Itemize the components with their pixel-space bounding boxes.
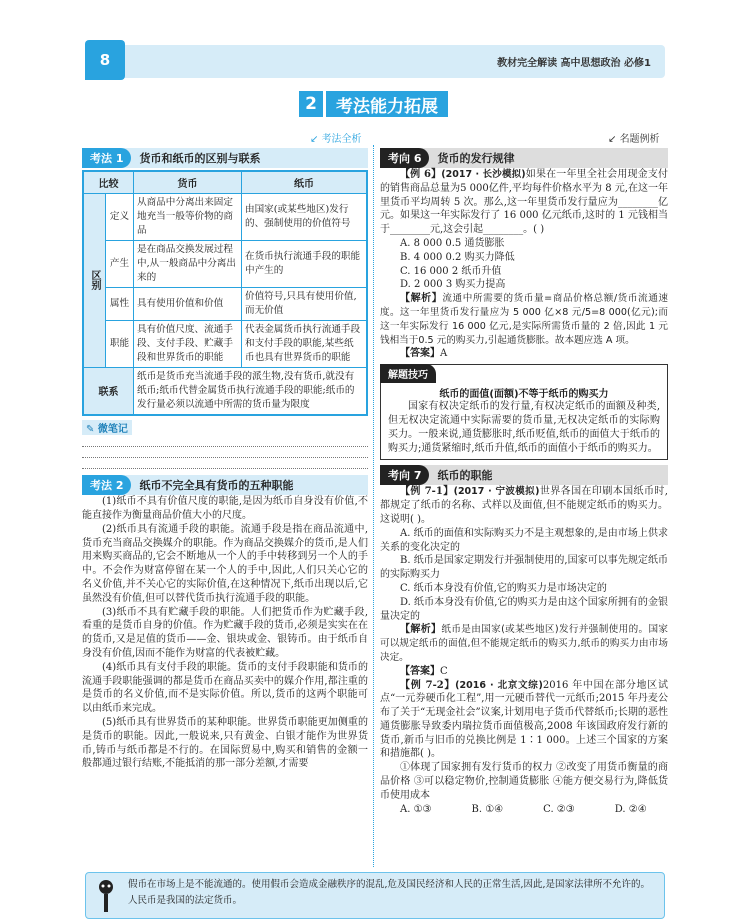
analysis <box>380 623 668 664</box>
option: D. 纸币本身没有价值,它的购买力是由这个国家所拥有的金银量决定的 <box>380 596 668 622</box>
table-cell: 在货币执行流通手段的职能中产生的 <box>242 240 368 287</box>
analysis <box>380 292 668 347</box>
example-6 <box>380 168 668 237</box>
table-cell: 由国家(或某些地区)发行的、强制使用的价值符号 <box>242 193 368 240</box>
example-label: 【例 6】 <box>400 169 442 180</box>
footer-note <box>85 872 665 919</box>
table-cell: 代表金属货币执行流通手段和支付手段的职能,某些纸币也具有世界货币的职能 <box>242 320 368 367</box>
analysis-label: 【解析】 <box>400 624 442 636</box>
option: B. 纸币是国家定期发行并强制使用的,国家可以事先规定纸币的实际购买力 <box>380 555 668 581</box>
option: C. ②③ <box>543 803 575 815</box>
table-cell: 价值符号,只具有使用价值,而无价值 <box>242 287 368 320</box>
analysis-text: 纸币是由国家(或某些地区)发行并强制使用的。国家可以规定纸币的面值,但不能规定纸币的购买力,纸币的购买力由市场决定。 <box>380 624 668 663</box>
mascot-icon <box>96 878 116 914</box>
table-cell: 具有使用价值和价值 <box>134 287 242 320</box>
kaoxiang6-tag: 考向 6 <box>380 148 429 168</box>
example-7-1 <box>380 485 668 526</box>
kaoxiang7-heading <box>380 465 668 485</box>
kaoxiang7-tag: 考向 7 <box>380 465 429 485</box>
right-subtitle-text: 名题例析 <box>619 134 660 145</box>
answer-label: 【答案】 <box>400 665 440 677</box>
option: D. 2 000 3 购买力提高 <box>400 279 506 291</box>
notes-label-text: 微笔记 <box>97 423 128 435</box>
table-header: 纸币 <box>242 171 368 193</box>
notes-label <box>82 420 132 435</box>
example-text: 如果在一年里全社会用现金支付的销售商品总量为5 000亿件,平均每件价格水平为 8 元,在这一年里货币平均周转 5 次。那么,这一年里货币发行量应为________亿元。如果这一年实际发行了 16 000 亿元纸币,这时的 1 元钱相当于________元,这会引起________。( ) <box>380 169 668 236</box>
statement-items: ①体现了国家拥有发行货币的权力 ②改变了用货币衡量的商品价格 ③可以稳定物价,控制通货膨胀 ④能方便交易行为,降低货币使用成本 <box>380 762 668 801</box>
option: A. 纸币的面值和实际购买力不是主观想象的,是由市场上供求关系的变化决定的 <box>380 527 668 553</box>
paragraph: (4)纸币具有支付手段的职能。货币的支付手段职能和货币的流通手段职能强调的都是货币在商品买卖中的媒介作用,都注重的是货币的名义价值,而不是实际价值。所以,货币的这两个职能可以由纸币来完成。 <box>82 661 368 715</box>
answer <box>380 347 668 361</box>
note-line[interactable] <box>82 447 368 458</box>
options-row <box>380 803 668 817</box>
table-header: 货币 <box>134 171 242 193</box>
answer <box>380 665 668 679</box>
option: C. 16 000 2 纸币升值 <box>400 265 502 277</box>
analysis-label: 【解析】 <box>400 293 443 305</box>
option: B. 4 000 0.2 购买力降低 <box>400 251 515 263</box>
comparison-table <box>82 170 368 416</box>
left-column <box>82 148 368 771</box>
table-cell: 具有价值尺度、流通手段、支付手段、贮藏手段和世界货币的职能 <box>134 320 242 367</box>
answer-value: C <box>440 665 448 677</box>
pencil-icon: ✎ <box>86 423 95 435</box>
column-divider <box>373 145 374 867</box>
tip-text: 国家有权决定纸币的发行量,有权决定纸币的面额及种类,但无权决定流通中实际需要的货币量,无权决定纸币的实际购买力。一般来说,通货膨胀时,纸币贬值,纸币的面值大于纸币的购买力;通货紧缩时,纸币升值,纸币的面值小于纸币的购买力。 <box>388 401 660 454</box>
kaoxiang7-title: 纸币的职能 <box>437 469 493 483</box>
example-text: 2016 年中国在部分地区试点“一元券硬币化工程”,用一元硬币替代一元纸币;2015 年丹麦公布了关于“无现金社会”议案,计划用电子货币代替纸币;长期的恶性通货膨胀导致委内瑞拉货币面值极高,2008 年该国政府发行新的货币,新币与旧币的兑换比例是 1∶1 000。上述三个国家的方案和措施都( )。 <box>380 679 668 760</box>
kaofa1-title: 货币和纸币的区别与联系 <box>139 152 261 165</box>
table-cell: 是在商品交换发展过程中,从一般商品中分离出来的 <box>134 240 242 287</box>
section-heading <box>299 91 448 117</box>
kaofa2-heading <box>82 475 368 495</box>
kaoxiang6-heading <box>380 148 668 168</box>
row-label: 属性 <box>106 287 134 320</box>
example-label: 【例 7-1】 <box>400 486 454 498</box>
table-header: 比较 <box>83 171 134 193</box>
book-title: 教材完全解读 高中思想政治 必修1 <box>497 58 651 69</box>
left-subtitle: ↙ 考法全析 <box>310 134 362 145</box>
tip-box <box>380 364 668 460</box>
row-label: 定义 <box>106 193 134 240</box>
right-subtitle: ↙ 名题例析 <box>608 134 660 145</box>
row-label: 职能 <box>106 320 134 367</box>
option: D. ②④ <box>614 803 647 815</box>
section-number: 2 <box>299 91 323 117</box>
analysis-text: 流通中所需要的货币量=商品价格总额/货币流通速度。这一年里货币发行量应为 5 000 亿×8 元/5=8 000(亿元);而这一年实际发行 16 000 亿元,是实际所需货币量的 2 倍,因此 1 元钱相当于0.5 元的购买力,引起通货膨胀。故本题应选 A 项。 <box>380 293 669 346</box>
running-header <box>85 45 665 78</box>
option: B. ①④ <box>471 803 504 815</box>
example-label: 【例 7-2】 <box>400 679 456 691</box>
paragraph: (3)纸币不具有贮藏手段的职能。人们把货币作为贮藏手段,看重的是货币自身的价值。作为贮藏手段的货币,必须是实实在在的货币,又是足值的货币——金、银块或金、银铸币。由于纸币自身没有价值,因而不能作为财富的代表被贮藏。 <box>82 606 368 660</box>
kaofa1-tag: 考法 1 <box>82 148 131 168</box>
option: A. ①③ <box>400 803 432 815</box>
option: C. 纸币本身没有价值,它的购买力是市场决定的 <box>400 582 607 594</box>
example-text: 世界各国在印刷本国纸币时,都规定了纸币的名称、式样以及面值,但不能规定纸币的购买力。这说明( )。 <box>380 486 668 525</box>
tip-label: 解题技巧 <box>380 364 436 383</box>
kaofa2-tag: 考法 2 <box>82 475 131 495</box>
table-cell: 纸币是货币充当流通手段的派生物,没有货币,就没有纸币;纸币代替金属货币执行流通手段的职能;纸币的发行量必须以流通中所需的货币量为限度 <box>134 367 368 415</box>
note-line[interactable] <box>82 436 368 447</box>
answer-value: A <box>440 348 448 360</box>
kaofa1-heading <box>82 148 368 168</box>
note-line[interactable] <box>82 458 368 469</box>
row-label: 产生 <box>106 240 134 287</box>
page-number: 8 <box>85 40 125 80</box>
tip-title: 纸币的面值(面额)不等于纸币的购买力 <box>439 389 609 401</box>
paragraph: (1)纸币不具有价值尺度的职能,是因为纸币自身没有价值,不能直接作为衡量商品价值大小的尺度。 <box>82 496 368 522</box>
section-title: 考法能力拓展 <box>326 91 448 117</box>
example-7-2 <box>380 679 668 762</box>
paragraph: (5)纸币具有世界货币的某种职能。世界货币职能更加侧重的是货币的职能。因此,一般说来,只有黄金、白银才能作为世界货币,铸币与纸币都是不行的。在国际贸易中,购买和销售的金额一般都通过银行结账,不能抵消的那一部分差额,才需要 <box>82 717 368 770</box>
link-label: 联系 <box>83 367 134 415</box>
kaoxiang6-title: 货币的发行规律 <box>437 152 515 165</box>
group-label: 区别 <box>83 193 106 367</box>
paragraph: (2)纸币具有流通手段的职能。流通手段是指在商品流通中,货币充当商品交换媒介的职能。作为商品交换媒介的货币,是人们用来购买商品的,它会不断地从一个人的手中转移到另一个人的手中。不会作为财富停留在某一个人的手中,因此,人们只关心它的名义价值,并不关心它的实际价值,在这种情况下,纸币出现以后,它虽然没有价值,但可以替代货币执行流通手段的职能。 <box>82 523 368 604</box>
example-source: (2016 · 北京文综) <box>455 679 543 691</box>
example-source: (2017 · 宁波模拟) <box>453 486 540 498</box>
answer-label: 【答案】 <box>400 348 440 360</box>
kaofa2-title: 纸币不完全具有货币的五种职能 <box>139 479 294 493</box>
footer-note-text: 假币在市场上是不能流通的。使用假币会造成金融秩序的混乱,危及国民经济和人民的正常生活,因此,是国家法律所不允许的。人民币是我国的法定货币。 <box>128 879 651 906</box>
example-source: (2017 · 长沙模拟) <box>441 169 526 180</box>
right-column <box>380 148 668 816</box>
option: A. 8 000 0.5 通货膨胀 <box>400 237 505 249</box>
table-cell: 从商品中分离出来固定地充当一般等价物的商品 <box>134 193 242 240</box>
left-subtitle-text: 考法全析 <box>321 134 362 145</box>
